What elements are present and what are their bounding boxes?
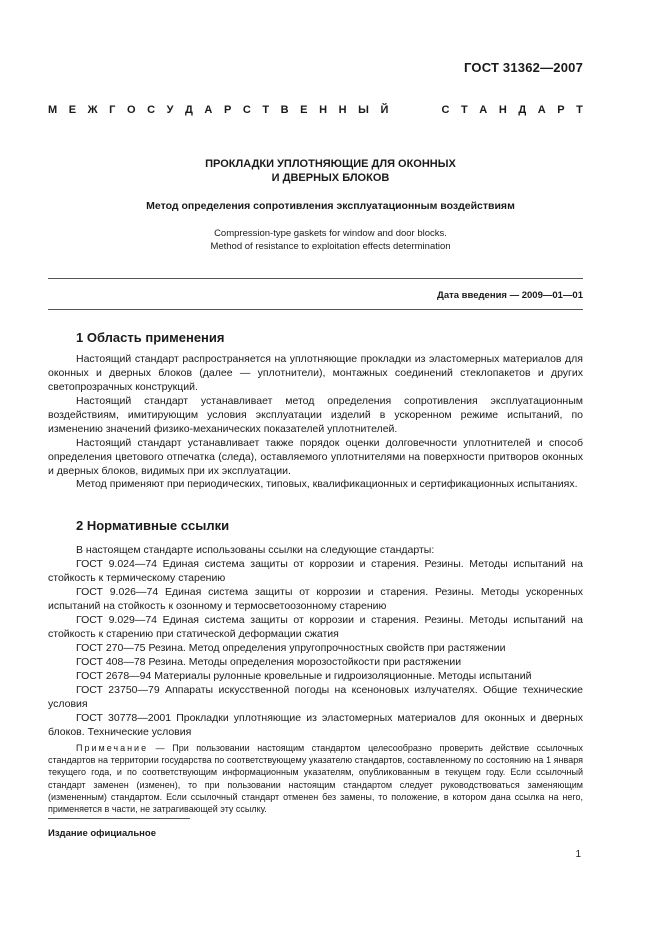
banner-letter: Й: [380, 104, 389, 116]
banner-letter: У: [166, 104, 174, 116]
divider-bottom: [48, 309, 583, 310]
reference-item: ГОСТ 2678—94 Материалы рулонные кровельные и гидроизоляционные. Методы испытаний: [76, 670, 532, 682]
banner-letter: Т: [576, 104, 583, 116]
reference-item: ГОСТ 23750—79 Аппараты искусственной погоды на ксеноновых излучателях. Общие технические условия: [48, 684, 583, 710]
title-line-1: ПРОКЛАДКИ УПЛОТНЯЮЩИЕ ДЛЯ ОКОННЫХ: [205, 158, 456, 170]
divider-top: [48, 278, 583, 279]
banner-letter: С: [147, 104, 156, 116]
banner-letter: Н: [338, 104, 347, 116]
page-number: 1: [575, 849, 581, 860]
banner-letter: А: [204, 104, 213, 116]
official-edition-label: Издание официальное: [48, 828, 156, 839]
reference-item: ГОСТ 270—75 Резина. Метод определения упругопрочностных свойств при растяжении: [76, 642, 506, 654]
banner-letter: С: [242, 104, 251, 116]
banner-letter: А: [537, 104, 546, 116]
banner-letter: Е: [300, 104, 308, 116]
reference-item: ГОСТ 9.026—74 Единая система защиты от коррозии и старения. Резины. Методы ускоренных испытаний на стойкость к озонному и термосветоозонному старению: [48, 586, 583, 612]
section-1-paragraph-4: Метод применяют при периодических, типовых, квалификационных и сертификационных испытаниях.: [76, 478, 578, 490]
reference-item: ГОСТ 408—78 Резина. Методы определения морозостойкости при растяжении: [76, 656, 462, 668]
section-1-heading: 1 Область применения: [76, 330, 225, 345]
title-line-2: И ДВЕРНЫХ БЛОКОВ: [271, 172, 390, 184]
section-1-paragraph-3: Настоящий стандарт устанавливает также порядок оценки долговечности уплотнителей и способ определения цветового отпечатка (следа), оставляемого уплотнителями на поверхности притворов оконных и дверных блоков, видимых при их эксплуатации.: [48, 437, 583, 477]
banner-letter: С: [441, 104, 450, 116]
banner-letter: Н: [319, 104, 328, 116]
document-title: [0, 157, 661, 185]
banner-letter: Ы: [358, 104, 369, 116]
banner-letter: Т: [262, 104, 270, 116]
banner-letter: Д: [185, 104, 193, 116]
banner-gap: [400, 104, 430, 116]
banner-letter: Ж: [87, 104, 98, 116]
reference-item: ГОСТ 9.029—74 Единая система защиты от коррозии и старения. Резины. Методы испытаний на стойкость к старению при статической деформации сжатия: [48, 614, 583, 640]
english-title-line-2: Method of resistance to exploitation effects determination: [210, 240, 451, 252]
section-1-paragraph-1: Настоящий стандарт распространяется на уплотняющие прокладки из эластомерных материалов для оконных и дверных блоков (далее — уплотнители), монтажных соединений стеклопакетов и других светопрозрачных конструкций.: [48, 353, 583, 393]
english-title-line-1: Compression-type gaskets for window and door blocks.: [214, 228, 447, 239]
banner-letter: О: [126, 104, 136, 116]
banner-letter: Р: [557, 104, 565, 116]
edition-divider: [48, 818, 190, 819]
gost-code: ГОСТ 31362—2007: [464, 60, 583, 75]
normative-references: [48, 543, 583, 739]
document-subtitle: Метод определения сопротивления эксплуатационным воздействиям: [146, 200, 515, 212]
note-text: — При пользовании настоящим стандартом целесообразно проверить действие ссылочных стандартов на территории государства по соответствующему указателю стандартов, составленному по состоянию на 1 января текущего года, и по соответствующим информационным указателям, опубликованным в текущем году. Если ссылочный стандарт заменен (изменен), то при пользовании настоящим стандартом следует руководствоваться заменяющим (измененным) стандартом. Если ссылочный стандарт отменен без замены, то положение, в котором дана ссылка на него, применяется в части, не затрагивающей эту ссылку.: [48, 743, 583, 815]
note-label: Примечание: [76, 743, 149, 753]
section-2-heading: 2 Нормативные ссылки: [76, 518, 230, 533]
banner-letter: Т: [461, 104, 468, 116]
reference-item: ГОСТ 9.024—74 Единая система защиты от коррозии и старения. Резины. Методы испытаний на стойкость к термическому старению: [48, 558, 583, 584]
banner-letter: Р: [223, 104, 232, 116]
banner-letter: Н: [498, 104, 507, 116]
references-intro: В настоящем стандарте использованы ссылки на следующие стандарты:: [76, 544, 435, 556]
reference-item: ГОСТ 30778—2001 Прокладки уплотняющие из эластомерных материалов для оконных и дверных блоков. Технические условия: [48, 712, 583, 738]
banner-letter: В: [280, 104, 289, 116]
banner-letter: Д: [518, 104, 527, 116]
section-1-paragraph-2: Настоящий стандарт устанавливает метод определения сопротивления эксплуатационным воздействиям, имитирующим условия эксплуатации изделий в ускоренном режиме испытаний, по изменению значений физико-механических показателей уплотнителей.: [48, 395, 583, 435]
date-of-introduction: Дата введения — 2009—01—01: [437, 290, 583, 301]
banner-letter: Е: [68, 104, 77, 116]
english-title: [0, 228, 661, 253]
banner-letter: М: [48, 104, 58, 116]
interstate-standard-banner: [48, 104, 583, 116]
banner-letter: А: [479, 104, 488, 116]
note: [48, 742, 583, 815]
banner-letter: Г: [109, 104, 116, 116]
